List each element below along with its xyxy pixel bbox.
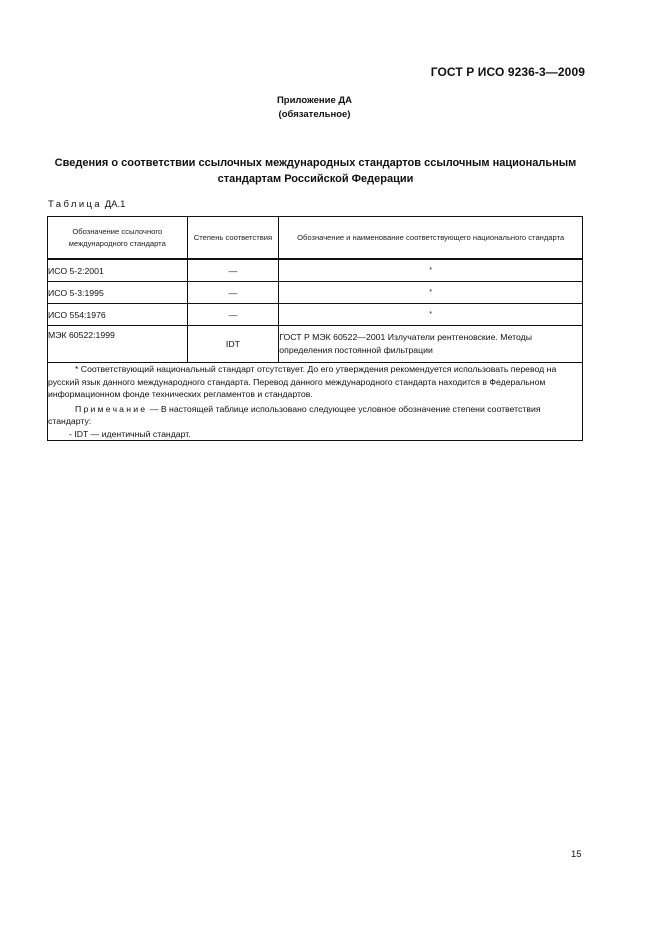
column-header-degree: Степень соответствия — [187, 217, 279, 260]
section-heading: Сведения о соответствии ссылочных международных стандартов ссылочным национальным стандартам Российской Федерации — [54, 157, 577, 185]
table-row — [48, 259, 583, 282]
cell-degree: IDT — [187, 326, 279, 363]
cell-national: ГОСТ Р МЭК 60522—2001 Излучатели рентгеновские. Методы определения постоянной фильтрации — [279, 326, 583, 363]
cell-national: * — [279, 304, 583, 326]
table-caption — [48, 199, 125, 210]
appendix-subtitle: (обязательное) — [278, 109, 351, 120]
document-code: ГОСТ Р ИСО 9236-3—2009 — [430, 65, 585, 79]
note-label: Примечание — [75, 403, 148, 414]
column-header-standard: Обозначение ссылочного международного стандарта — [48, 217, 188, 260]
appendix-title: Приложение ДА — [276, 95, 353, 106]
table-notes — [48, 363, 583, 441]
table-row — [48, 326, 583, 363]
cell-national: * — [279, 282, 583, 304]
cell-degree: — — [187, 259, 279, 282]
cell-standard: ИСО 5-3:1995 — [48, 282, 188, 304]
cell-degree: — — [187, 282, 279, 304]
note-list-item: - IDT — идентичный стандарт. — [69, 428, 191, 439]
cell-national: * — [279, 259, 583, 282]
table-row — [48, 282, 583, 304]
note-text: — В настоящей таблице использовано следующее условное обозначение степени соответствия стандарту: — [48, 403, 541, 426]
note — [48, 403, 582, 428]
appendix-header — [0, 94, 629, 122]
table-row — [48, 304, 583, 326]
column-header-national: Обозначение и наименование соответствующего национального стандарта — [279, 217, 583, 260]
table-notes-row — [48, 363, 583, 441]
cell-degree: — — [187, 304, 279, 326]
table-caption-word: Таблица — [48, 199, 103, 210]
correspondence-table — [47, 216, 583, 441]
footnote: * Соответствующий национальный стандарт отсутствует. До его утверждения рекомендуется использовать перевод на русский язык данного международного стандарта. Перевод данного международного стандарта находится в Федеральном информационном фонде технических регламентов и стандартов. — [48, 364, 557, 399]
table-caption-id: ДА.1 — [104, 199, 126, 210]
cell-standard: ИСО 554:1976 — [48, 304, 188, 326]
page-number: 15 — [571, 849, 582, 860]
cell-standard: ИСО 5-2:2001 — [48, 259, 188, 282]
table-header-row — [48, 217, 583, 260]
cell-standard: МЭК 60522:1999 — [48, 326, 188, 363]
